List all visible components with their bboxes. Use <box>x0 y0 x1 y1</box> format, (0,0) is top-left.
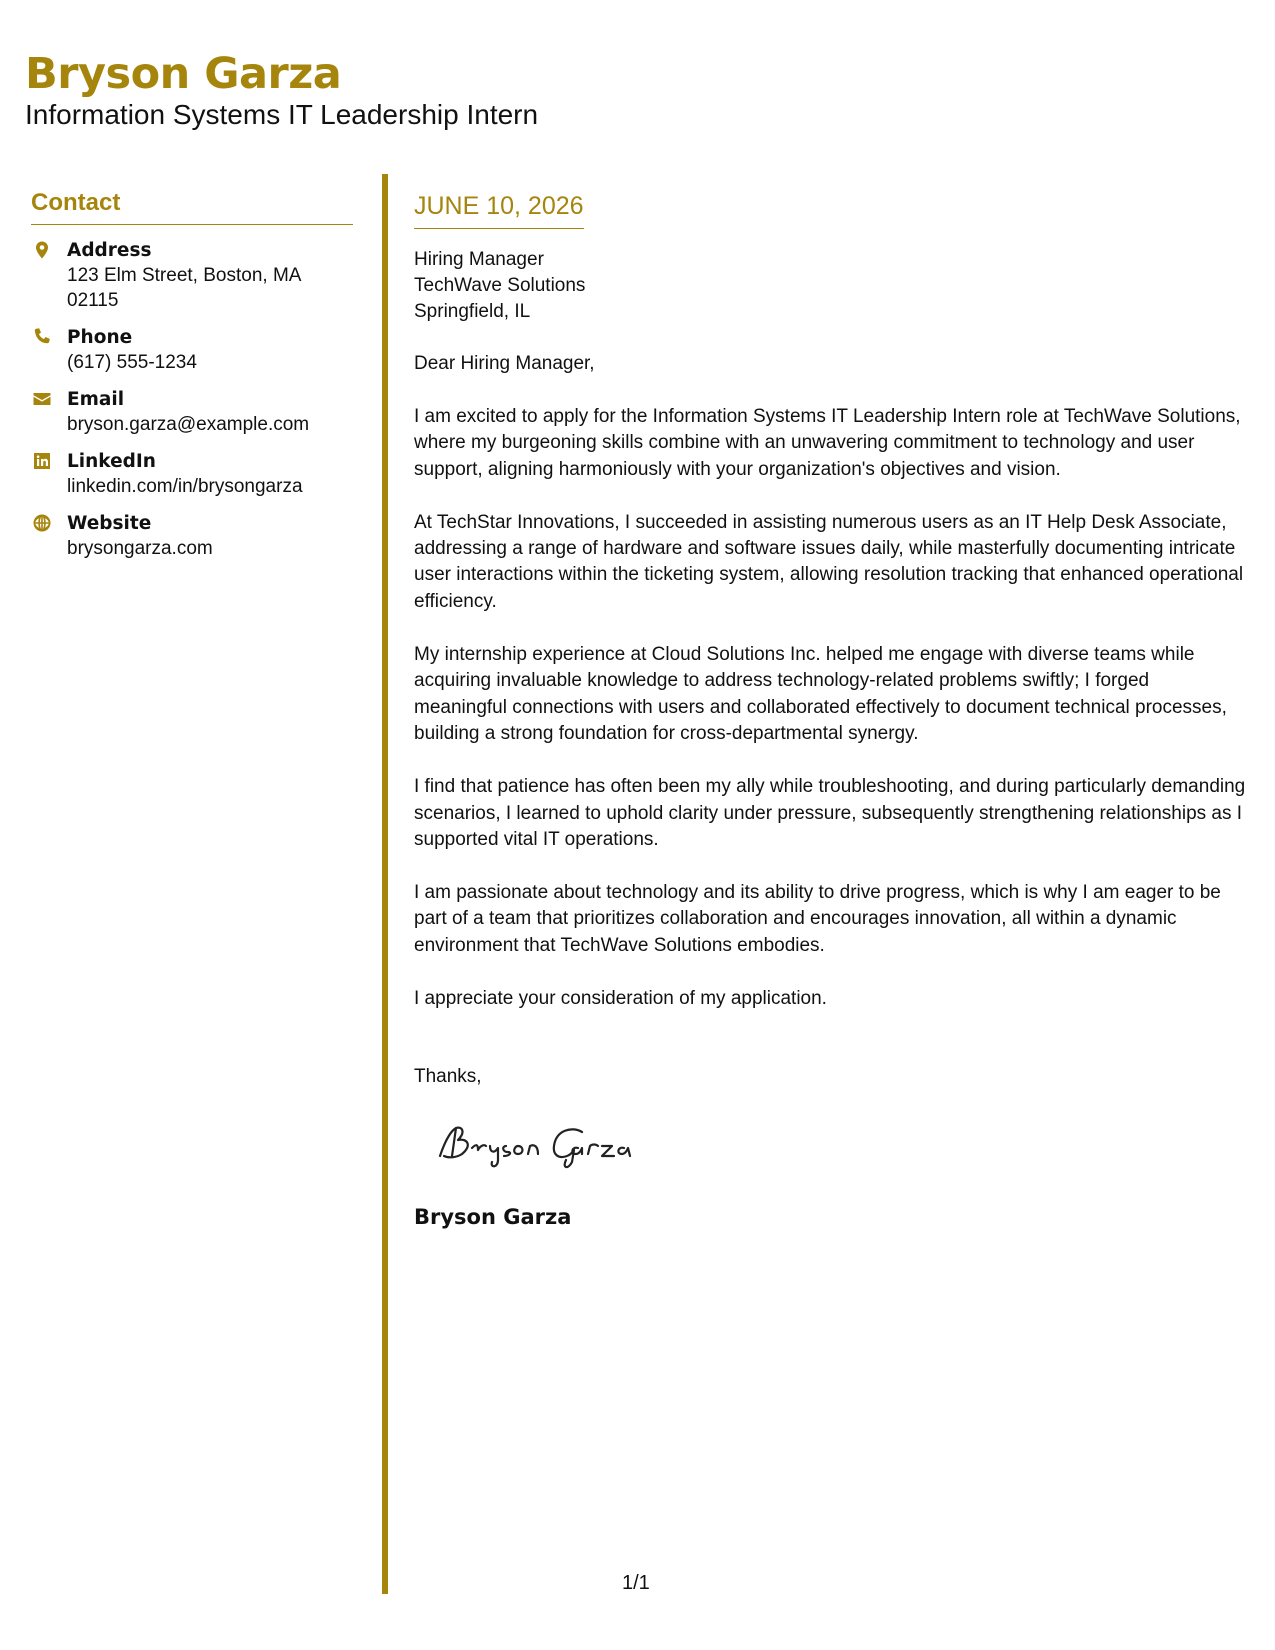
map-pin-icon <box>31 239 53 261</box>
contact-label: Phone <box>67 327 133 348</box>
page-number: 1/1 <box>622 1572 650 1594</box>
globe-icon <box>31 512 53 534</box>
letter-body <box>414 190 1246 1231</box>
letter-paragraph: I find that patience has often been my ally while troubleshooting, and during particularly demanding scenarios, I learned to uphold clarity under pressure, subsequently strengthening relationships as I supported vital IT operations. <box>414 776 1246 850</box>
recipient-line: Springfield, IL <box>414 301 531 322</box>
contact-label: LinkedIn <box>67 451 156 472</box>
recipient-line: Hiring Manager <box>414 249 544 270</box>
contact-sidebar <box>31 188 353 573</box>
applicant-role: Information Systems IT Leadership Intern <box>25 99 539 130</box>
contact-item-linkedin <box>31 449 353 499</box>
letter-paragraph: I am passionate about technology and its ability to drive progress, which is why I am eager to be part of a team that prioritizes collaboration and encourages innovation, all within a dynamic environment that TechWave Solutions embodies. <box>414 882 1221 956</box>
contact-label: Website <box>67 513 152 534</box>
contact-item-email <box>31 387 353 437</box>
contact-label: Email <box>67 389 125 410</box>
contact-item-address <box>31 238 353 313</box>
linkedin-icon <box>31 450 53 472</box>
email-value[interactable]: bryson.garza@example.com <box>67 414 310 435</box>
letter-paragraph: I am excited to apply for the Information Systems IT Leadership Intern role at TechWave Solutions, where my burgeoning skills combine with an unwavering commitment to technology and user support, aligning harmoniously with your organization's objectives and vision. <box>414 406 1241 480</box>
linkedin-value[interactable]: linkedin.com/in/brysongarza <box>67 476 303 497</box>
salutation: Dear Hiring Manager, <box>414 353 595 374</box>
signer-name: Bryson Garza <box>414 1205 572 1230</box>
contact-item-phone <box>31 325 353 375</box>
website-value[interactable]: brysongarza.com <box>67 538 213 559</box>
address-value: 123 Elm Street, Boston, MA 02115 <box>67 265 301 311</box>
letter-paragraph: My internship experience at Cloud Solutions Inc. helped me engage with diverse teams while acquiring invaluable knowledge to address technology-related problems swiftly; I forged meaningful connections with users and collaborated effectively to document technical processes, building a strong foundation for cross-departmental synergy. <box>414 644 1227 744</box>
recipient-block <box>414 247 1246 325</box>
envelope-icon <box>31 388 53 410</box>
contact-heading: Contact <box>31 188 353 225</box>
contact-item-website <box>31 511 353 561</box>
letter-paragraph: At TechStar Innovations, I succeeded in assisting numerous users as an IT Help Desk Associate, addressing a range of hardware and software issues daily, while masterfully documenting intricate user interactions within the ticketing system, allowing resolution tracking that enhanced operational efficiency. <box>414 511 1244 612</box>
phone-icon <box>31 326 53 348</box>
letter-date: JUNE 10, 2026 <box>414 190 584 229</box>
contact-label: Address <box>67 240 152 261</box>
vertical-divider <box>382 174 388 1594</box>
closing: Thanks, <box>414 1066 482 1088</box>
recipient-line: TechWave Solutions <box>414 275 586 296</box>
contact-list <box>31 238 353 561</box>
applicant-name: Bryson Garza <box>25 49 342 99</box>
letter-paragraph: I appreciate your consideration of my application. <box>414 988 827 1010</box>
phone-value[interactable]: (617) 555-1234 <box>67 352 197 373</box>
handwritten-signature <box>432 1116 672 1176</box>
